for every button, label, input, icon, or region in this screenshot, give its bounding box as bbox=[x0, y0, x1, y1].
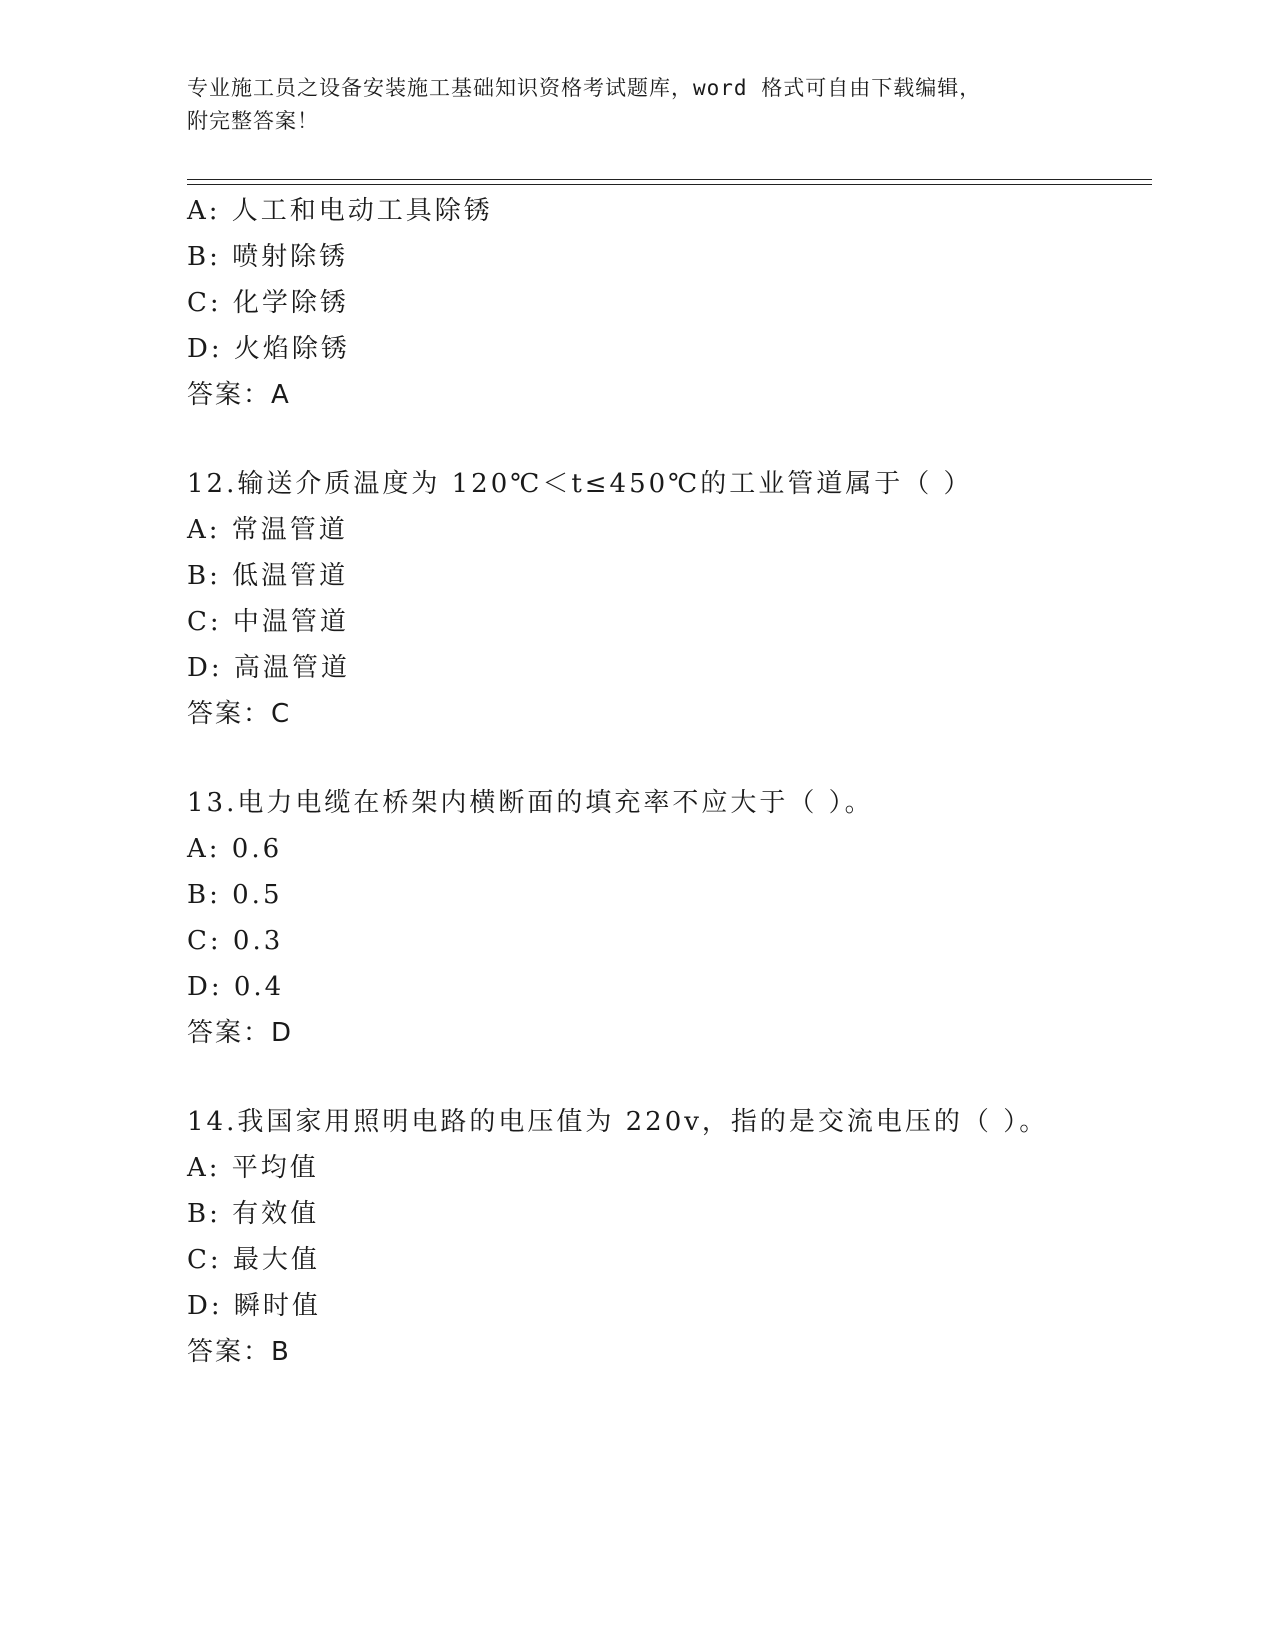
option-c: C: 中温管道 bbox=[187, 607, 349, 637]
answer-label: 答案：A bbox=[187, 380, 291, 410]
option-c: C: 化学除锈 bbox=[187, 288, 349, 318]
option-a: A: 0.6 bbox=[187, 834, 283, 864]
answer-label: 答案：D bbox=[187, 1018, 294, 1048]
document-header bbox=[187, 72, 1087, 138]
option-d: D: 0.4 bbox=[187, 972, 285, 1002]
question-text: 12.输送介质温度为 120℃＜t≤450℃的工业管道属于（ ） bbox=[187, 469, 973, 499]
question-text: 13.电力电缆在桥架内横断面的填充率不应大于（ ）。 bbox=[187, 788, 874, 818]
option-c: C: 最大值 bbox=[187, 1245, 320, 1275]
question-text: 14.我国家用照明电路的电压值为 220v，指的是交流电压的（ ）。 bbox=[187, 1107, 1049, 1137]
option-a: A: 人工和电动工具除锈 bbox=[187, 196, 493, 226]
spacer bbox=[187, 418, 1152, 461]
spacer bbox=[187, 1056, 1152, 1099]
option-d: D: 瞬时值 bbox=[187, 1291, 321, 1321]
question-block-partial bbox=[187, 188, 1152, 418]
question-block-12 bbox=[187, 461, 1152, 737]
option-b: B: 低温管道 bbox=[187, 561, 349, 591]
option-a: A: 常温管道 bbox=[187, 515, 348, 545]
answer-label: 答案：B bbox=[187, 1337, 291, 1367]
option-c: C: 0.3 bbox=[187, 926, 284, 956]
header-divider-top bbox=[187, 179, 1152, 180]
option-d: D: 高温管道 bbox=[187, 653, 350, 683]
option-b: B: 喷射除锈 bbox=[187, 242, 349, 272]
question-block-13 bbox=[187, 780, 1152, 1056]
header-line-1: 专业施工员之设备安装施工基础知识资格考试题库，word 格式可自由下载编辑， bbox=[187, 76, 982, 100]
spacer bbox=[187, 737, 1152, 780]
header-line-2: 附完整答案！ bbox=[187, 109, 319, 133]
question-block-14 bbox=[187, 1099, 1152, 1375]
question-list bbox=[187, 188, 1152, 1375]
option-a: A: 平均值 bbox=[187, 1153, 319, 1183]
option-b: B: 0.5 bbox=[187, 880, 283, 910]
header-divider-bottom bbox=[187, 184, 1152, 185]
answer-label: 答案：C bbox=[187, 699, 292, 729]
option-b: B: 有效值 bbox=[187, 1199, 320, 1229]
option-d: D: 火焰除锈 bbox=[187, 334, 350, 364]
